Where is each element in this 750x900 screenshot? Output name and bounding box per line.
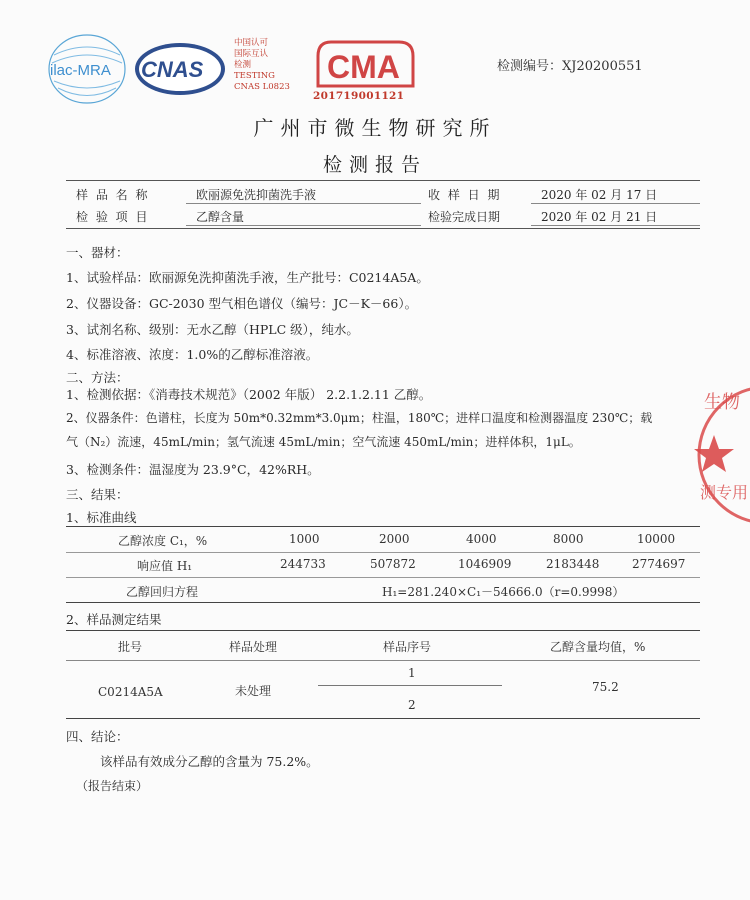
equation-label: 乙醇回归方程 <box>126 585 199 599</box>
conc-value: 1000 <box>289 532 320 546</box>
svg-text:CMA: CMA <box>327 49 400 85</box>
s1-item-3: 3、试剂名称、级别：无水乙醇（HPLC 级），纯水。 <box>66 322 359 337</box>
col-header-mean: 乙醇含量均值，% <box>550 640 646 654</box>
s2-item-2-cont: 气（N₂）流速，45mL/min；氢气流速 45mL/min；空气流速 450mL/min；进样体积，1μL。 <box>66 435 581 449</box>
sample-name-value: 欧丽源免洗抑菌洗手液 <box>196 188 317 202</box>
sample-name-label: 样 品 名 称 <box>76 188 150 202</box>
conc-label: 乙醇浓度 C₁，% <box>118 534 208 548</box>
col-header-batch: 批号 <box>118 640 143 654</box>
test-item-label: 检 验 项 目 <box>76 210 150 224</box>
report-number-value: XJ20200551 <box>562 59 643 74</box>
response-value: 507872 <box>370 557 416 571</box>
section-3-title: 三、结果： <box>66 487 129 502</box>
curve-table-top-rule <box>66 526 700 527</box>
response-value: 244733 <box>280 557 326 571</box>
curve-table-mid-rule-2 <box>66 577 700 578</box>
info-top-rule <box>66 180 700 181</box>
section-4-title: 四、结论： <box>66 729 129 744</box>
info-bottom-rule <box>66 228 700 229</box>
response-value: 1046909 <box>458 557 512 571</box>
curve-table-bottom-rule <box>66 602 700 603</box>
completed-value: 2020 年 02 月 21 日 <box>541 210 658 224</box>
test-item-value: 乙醇含量 <box>196 210 245 224</box>
treatment: 未处理 <box>235 684 272 698</box>
completed-label: 检验完成日期 <box>428 210 501 224</box>
received-value: 2020 年 02 月 17 日 <box>541 188 658 202</box>
report-end-note: （报告结束） <box>76 779 149 793</box>
section-1-title: 一、器材： <box>66 245 129 260</box>
result-table-bottom-rule <box>66 718 700 719</box>
s1-item-1: 1、试验样品：欧丽源免洗抑菌洗手液，生产批号：C0214A5A。 <box>66 270 429 285</box>
institute-name: 广州市微生物研究所 <box>253 116 497 140</box>
s2-item-3: 3、检测条件：温湿度为 23.9°C，42%RH。 <box>66 462 320 477</box>
report-number-label: 检测编号： <box>497 59 563 74</box>
stamp-text-top: 生物 <box>704 392 740 413</box>
col-header-seq: 样品序号 <box>383 640 432 654</box>
batch-number: C0214A5A <box>98 685 163 699</box>
ilac-mra-logo <box>44 33 130 109</box>
conclusion-text: 该样品有效成分乙醇的含量为 75.2%。 <box>100 754 319 769</box>
conc-value: 10000 <box>637 532 676 546</box>
cnas-accreditation-text: 中国认可 国际互认 检测 TESTING CNAS L0823 <box>234 38 290 92</box>
info-table <box>66 183 700 227</box>
standard-curve-heading: 1、标准曲线 <box>66 510 137 525</box>
cma-number: 201719001121 <box>313 90 405 102</box>
s1-item-2: 2、仪器设备：GC-2030 型气相色谱仪（编号：JC－K－66）。 <box>66 296 418 311</box>
result-table-top-rule <box>66 630 700 631</box>
regression-equation: H₁=281.240×C₁－54666.0（r=0.9998） <box>382 585 625 599</box>
conc-value: 2000 <box>379 532 410 546</box>
curve-table-mid-rule <box>66 552 700 553</box>
svg-text:CNAS: CNAS <box>141 57 204 82</box>
svg-text:ilac-MRA: ilac-MRA <box>50 62 111 79</box>
s2-item-2: 2、仪器条件：色谱柱，长度为 50m*0.32mm*3.0μm；柱温，180℃；进样口温度和检测器温度 230℃；载 <box>66 411 653 425</box>
stamp-text-bottom: 测专用 <box>700 483 749 502</box>
sample-results-heading: 2、样品测定结果 <box>66 612 162 627</box>
section-2-title: 二、方法： <box>66 370 129 385</box>
official-stamp <box>692 380 750 530</box>
conc-value: 4000 <box>466 532 497 546</box>
s2-item-1: 1、检测依据：《消毒技术规范》（2002 年版） 2.2.1.2.11 乙醇。 <box>66 387 432 402</box>
mean-ethanol: 75.2 <box>592 680 619 694</box>
response-value: 2774697 <box>632 557 686 571</box>
seq-1: 1 <box>408 666 416 680</box>
response-value: 2183448 <box>546 557 600 571</box>
result-table-header-rule <box>66 660 700 661</box>
seq-divider <box>318 685 502 686</box>
s1-item-4: 4、标准溶液、浓度：1.0%的乙醇标准溶液。 <box>66 347 319 362</box>
cnas-logo <box>133 40 228 98</box>
seq-2: 2 <box>408 698 416 712</box>
response-label: 响应值 H₁ <box>137 559 193 573</box>
report-title: 检测报告 <box>322 154 427 176</box>
conc-value: 8000 <box>553 532 584 546</box>
col-header-treatment: 样品处理 <box>229 640 278 654</box>
report-number <box>497 55 643 74</box>
received-label: 收 样 日 期 <box>428 188 502 202</box>
